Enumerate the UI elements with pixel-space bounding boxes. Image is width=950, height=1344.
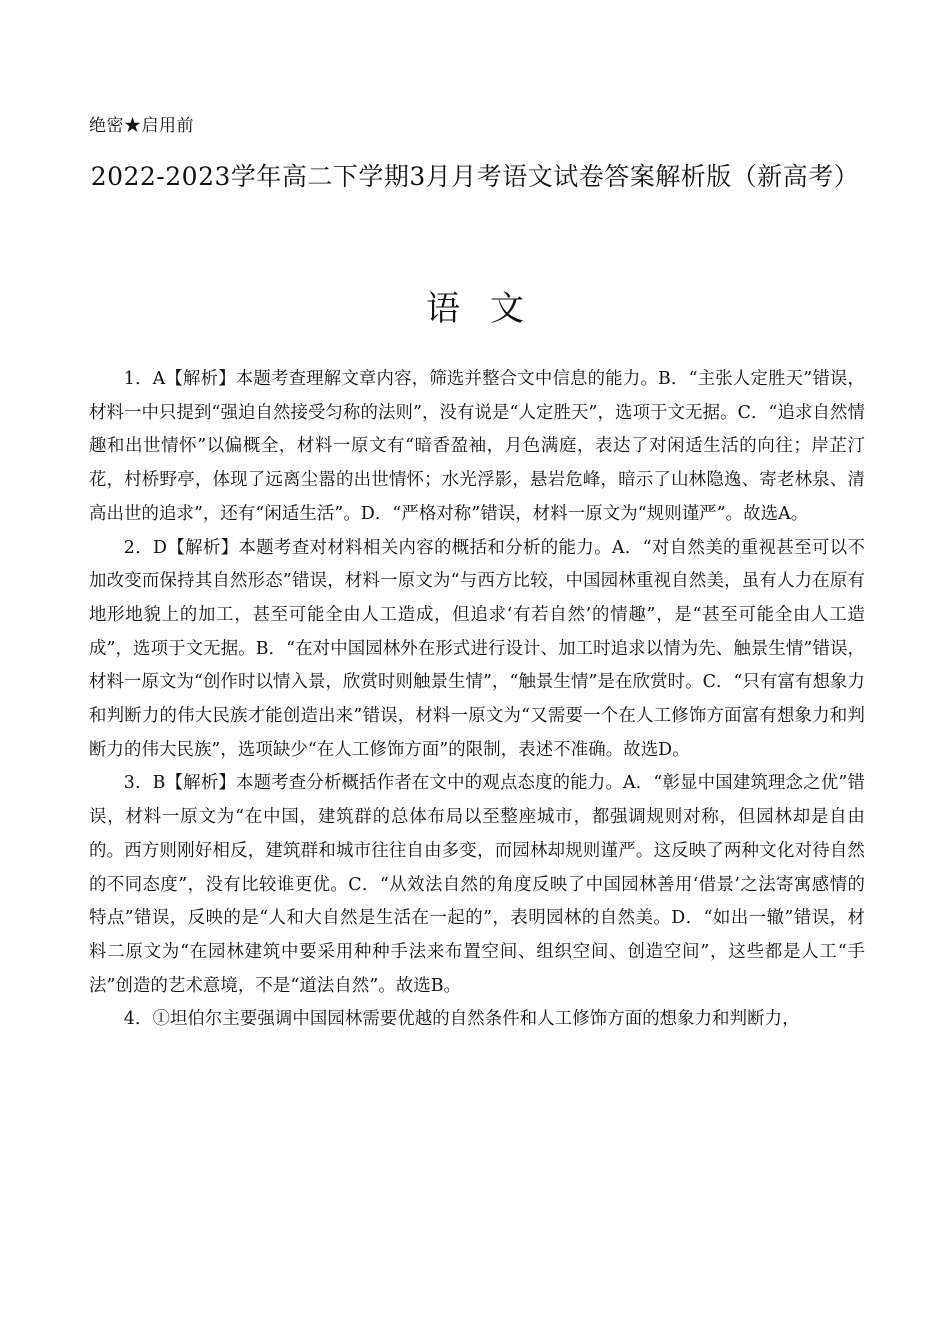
answer-paragraph-3: 3．B【解析】本题考查分析概括作者在文中的观点态度的能力。A．“彰显中国建筑理念之优”错误，材料一原文为“在中国，建筑群的总体布局以至整座城市，都强调规则对称，但园林却是自由的。西方则刚好相反，建筑群和城市往往自由多变，而园林却规则谨严。这反映了两种文化对待自然的不同态度”，没有比较谁更优。C．“从效法自然的角度反映了中国园林善用‘借景’之法寄寓感情的特点”错误，反映的是“人和大自然是生活在一起的”，表明园林的自然美。D．“如出一辙”错误，材料二原文为“在园林建筑中要采用种种手法来布置空间、组织空间、创造空间”，这些都是人工“手法”创造的艺术意境，不是“道法自然”。故选B。 [89, 773, 865, 996]
subject-heading: 语文 [426, 289, 554, 329]
confidential-mark: 绝密★启用前 [89, 116, 194, 136]
answer-analysis-body [89, 363, 865, 1037]
answer-paragraph-1: 1．A【解析】本题考查理解文章内容，筛选并整合文中信息的能力。B．“主张人定胜天”错误，材料一中只提到“强迫自然接受匀称的法则”，没有说是“人定胜天”，选项于文无据。C．“追求自然情趣和出世情怀”以偏概全，材料一原文有“暗香盈袖，月色满庭，表达了对闲适生活的向往；岸芷汀花，村桥野亭，体现了远离尘嚣的出世情怀；水光浮影，悬岩危峰，暗示了山林隐逸、寄老林泉、清高出世的追求”，还有“闲适生活”。D．“严格对称”错误，材料一原文为“规则谨严”。故选A。 [89, 369, 865, 524]
answer-paragraph-2: 2．D【解析】本题考查对材料相关内容的概括和分析的能力。A．“对自然美的重视甚至可以不加改变而保持其自然形态”错误，材料一原文为“与西方比较，中国园林重视自然美，虽有人力在原有地形地貌上的加工，甚至可能全由人工造成，但追求‘有若自然’的情趣”，是“甚至可能全由人工造成”，选项于文无据。B．“在对中国园林外在形式进行设计、加工时追求以情为先、触景生情”错误，材料一原文为“创作时以情入景，欣赏时则触景生情”，“触景生情”是在欣赏时。C．“只有富有想象力和判断力的伟大民族才能创造出来”错误，材料一原文为“又需要一个在人工修饰方面富有想象力和判断力的伟大民族”，选项缺少“在人工修饰方面”的限制，表述不准确。故选D。 [89, 537, 865, 760]
answer-paragraph-4: 4．①坦伯尔主要强调中国园林需要优越的自然条件和人工修饰方面的想象力和判断力， [123, 1009, 800, 1030]
document-title: 2022-2023学年高二下学期3月月考语文试卷答案解析版（新高考） [90, 162, 860, 191]
